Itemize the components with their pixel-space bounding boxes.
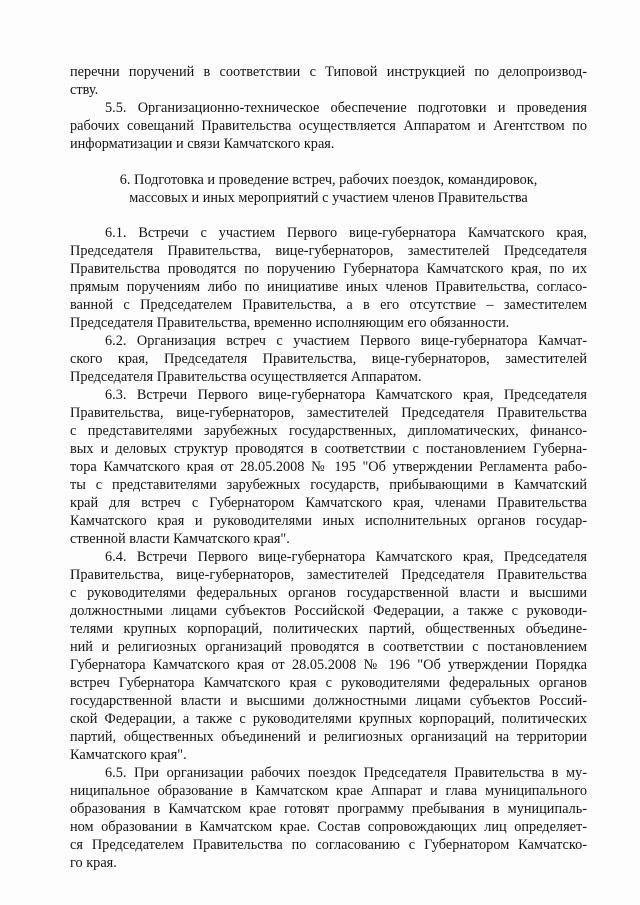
paragraph-6-2-line: ского края, Председателя Правительства, вице-губернаторов, заместителей: [70, 351, 587, 367]
paragraph-6-4-line: с руководителями федеральных органов государственной власти и высшими: [70, 585, 587, 601]
paragraph-6-3-line: Правительства, вице-губернаторов, заместителей Председателя Правительства: [70, 405, 587, 421]
paragraph-6-4-line: 6.4. Встречи Первого вице-губернатора Камчатского края, Председателя: [105, 549, 587, 565]
paragraph-6-1-line: Председателя Правительства, вице-губернаторов, заместителей Председателя: [70, 243, 587, 259]
paragraph-5-5-line: рабочих совещаний Правительства осуществляется Аппаратом и Агентством по: [70, 118, 587, 134]
paragraph-6-5-line: ся Председателем Правительства по согласованию с Губернатором Камчатско-: [70, 837, 587, 853]
paragraph-6-3-line: вых и деловых структур проводятся в соответствии с постановлением Губерна-: [70, 441, 587, 457]
paragraph-6-4-line: ний и религиозных организаций проводятся в соответствии с постановлением: [70, 639, 587, 655]
paragraph-6-5-line: образования в Камчатском крае готовят программу пребывания в муниципаль-: [70, 801, 587, 817]
paragraph-6-3-line: ты с представителями зарубежных государств, прибывающими в Камчатский: [70, 477, 587, 493]
paragraph-6-3-line: с представителями зарубежных государственных, дипломатических, финансо-: [70, 423, 587, 439]
paragraph-6-4-line: телями крупных корпораций, политических партий, общественных объедине-: [70, 621, 587, 637]
paragraph-6-2-line: 6.2. Организация встреч с участием Первого вице-губернатора Камчат-: [105, 333, 587, 349]
paragraph-6-5-line: 6.5. При организации рабочих поездок Председателя Правительства в му-: [105, 765, 587, 781]
paragraph-6-4-line: ской Федерации, а также с руководителями крупных корпораций, политических: [70, 711, 587, 727]
paragraph-6-1-line: 6.1. Встречи с участием Первого вице-губернатора Камчатского края,: [105, 225, 587, 241]
paragraph-6-4-line: встреч Губернатора Камчатского края с руководителями федеральных органов: [70, 675, 587, 691]
paragraph-6-4-line: партий, общественных объединений и религиозных организаций на территории: [70, 729, 587, 745]
section-heading: 6. Подготовка и проведение встреч, рабочих поездок, командировок,: [119, 172, 538, 188]
paragraph-6-4-line: государственной власти и высшими должностными лицами субъектов Россий-: [70, 693, 587, 709]
paragraph-5-5-line: 5.5. Организационно-техническое обеспечение подготовки и проведения: [105, 100, 587, 116]
paragraph-6-2-line: Председателя Правительства осуществляется Аппаратом.: [70, 369, 422, 385]
text-line: ству.: [70, 82, 99, 98]
paragraph-6-4-line: Камчатского края".: [70, 747, 187, 763]
paragraph-6-1-line: Председателя Правительства, временно исполняющим его обязанности.: [70, 315, 510, 331]
paragraph-6-3-line: Камчатского края и руководителями иных исполнительных органов государ-: [70, 513, 587, 529]
paragraph-6-4-line: Правительства, вице-губернаторов, заместителей Председателя Правительства: [70, 567, 587, 583]
paragraph-6-1-line: Правительства проводятся по поручению Губернатора Камчатского края, по их: [70, 261, 587, 277]
paragraph-6-3-line: 6.3. Встречи Первого вице-губернатора Камчатского края, Председателя: [105, 387, 587, 403]
paragraph-6-3-line: тора Камчатского края от 28.05.2008 № 195 "Об утверждении Регламента рабо-: [70, 459, 587, 475]
paragraph-6-3-line: край для встреч с Губернатором Камчатского края, членами Правительства: [70, 495, 587, 511]
paragraph-6-1-line: прямым поручениям либо по инициативе иных членов Правительства, согласо-: [70, 279, 587, 295]
paragraph-6-4-line: Губернатора Камчатского края от 28.05.2008 № 196 "Об утверждении Порядка: [70, 657, 587, 673]
section-heading: массовых и иных мероприятий с участием членов Правительства: [129, 190, 528, 206]
paragraph-5-5-line: информатизации и связи Камчатского края.: [70, 136, 335, 152]
paragraph-6-3-line: ственной власти Камчатского края".: [70, 531, 290, 547]
paragraph-6-5-line: ном образовании в Камчатском крае. Состав сопровождающих лиц определяет-: [70, 819, 587, 835]
text-line: перечни поручений в соответствии с Типовой инструкцией по делопроизвод-: [70, 64, 587, 80]
paragraph-6-5-line: ниципальное образование в Камчатском крае Аппарат и глава муниципального: [70, 783, 587, 799]
paragraph-6-1-line: ванной с Председателем Правительства, а в его отсутствие – заместителем: [70, 297, 587, 313]
paragraph-6-4-line: должностными лицами субъектов Российской Федерации, а также с руководи-: [70, 603, 587, 619]
paragraph-6-5-line: го края.: [70, 855, 117, 871]
